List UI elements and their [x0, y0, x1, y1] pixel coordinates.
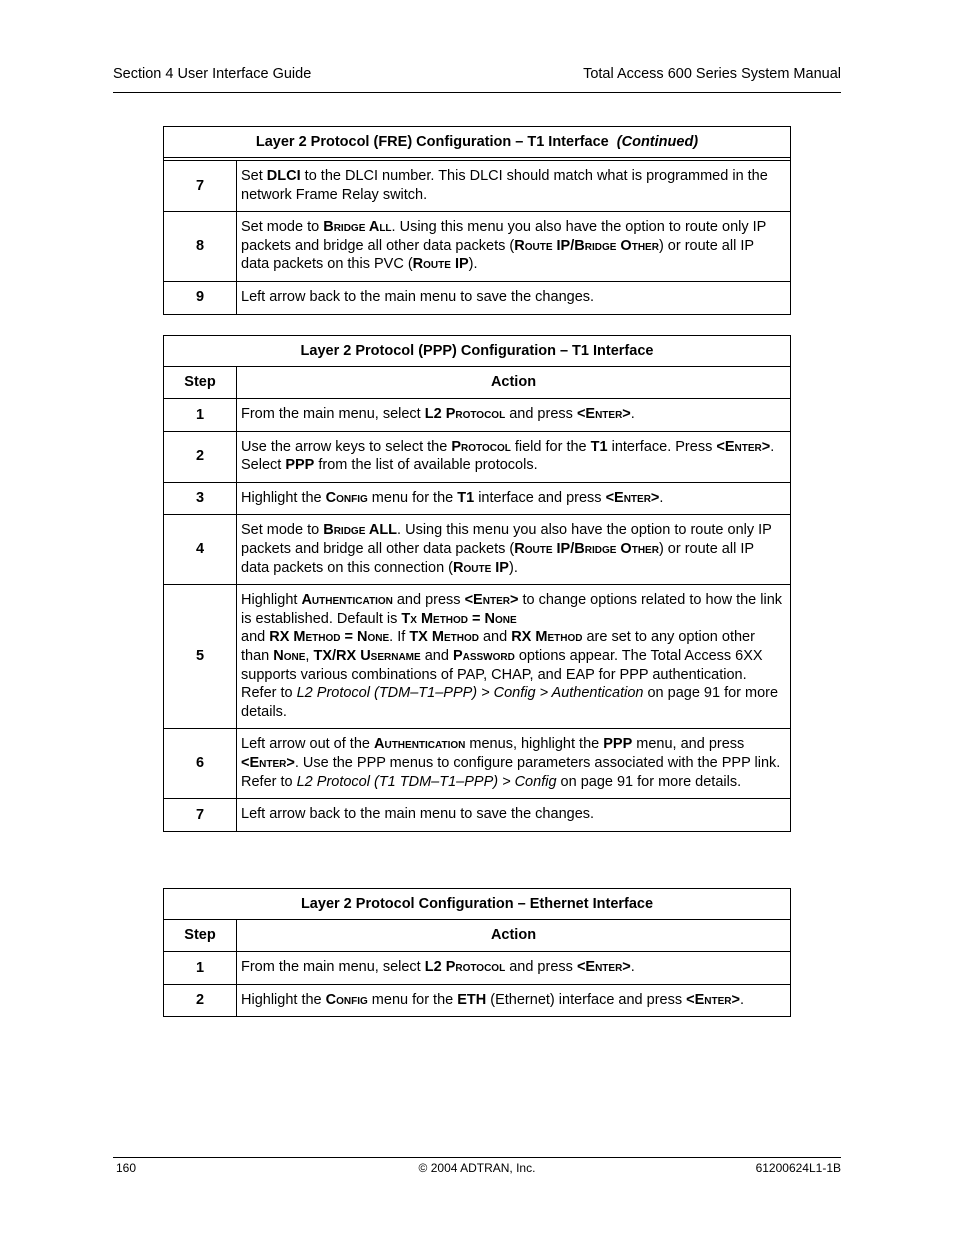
table-row — [164, 431, 791, 482]
document-id: 61200624L1-1B — [755, 1161, 841, 1175]
step-action: Highlight the Config menu for the T1 interface and press <Enter>. — [237, 482, 791, 515]
step-number: 1 — [164, 399, 237, 432]
step-number: 4 — [164, 515, 237, 585]
step-number: 2 — [164, 984, 237, 1017]
ppp-config-table — [163, 335, 791, 832]
step-action: Left arrow back to the main menu to save the changes. — [237, 799, 791, 832]
step-number: 6 — [164, 729, 237, 799]
footer-rule — [113, 1157, 841, 1158]
action-column-header: Action — [237, 367, 791, 399]
step-action: Left arrow back to the main menu to save the changes. — [237, 281, 791, 314]
table-row — [164, 399, 791, 432]
running-header-manual-title: Total Access 600 Series System Manual — [583, 66, 841, 82]
table-row — [164, 952, 791, 985]
step-number: 3 — [164, 482, 237, 515]
step-number: 1 — [164, 952, 237, 985]
step-number: 2 — [164, 431, 237, 482]
table-row — [164, 984, 791, 1017]
step-action: Set mode to Bridge ALL. Using this menu you also have the option to route only IP packets and bridge all other data packets (Route IP/Bridge Other) or route all IP data packets on this connection (Route IP). — [237, 515, 791, 585]
continued-label: (Continued) — [616, 133, 699, 150]
step-action: From the main menu, select L2 Protocol and press <Enter>. — [237, 399, 791, 432]
step-column-header: Step — [164, 367, 237, 399]
step-action: Highlight the Config menu for the ETH (Ethernet) interface and press <Enter>. — [237, 984, 791, 1017]
copyright: © 2004 ADTRAN, Inc. — [418, 1161, 536, 1175]
step-action: From the main menu, select L2 Protocol and press <Enter>. — [237, 952, 791, 985]
table-row — [164, 212, 791, 282]
table-row — [164, 515, 791, 585]
fre-table-title: Layer 2 Protocol (FRE) Configuration – T1 Interface (Continued) — [164, 127, 791, 158]
running-header-section: Section 4 User Interface Guide — [113, 66, 312, 82]
fre-table-body — [164, 161, 791, 315]
step-number: 7 — [164, 799, 237, 832]
step-action: Use the arrow keys to select the Protocol field for the T1 interface. Press <Enter>. Select PPP from the list of available protocols. — [237, 431, 791, 482]
ppp-table-title: Layer 2 Protocol (PPP) Configuration – T1 Interface — [164, 336, 791, 367]
step-column-header: Step — [164, 920, 237, 952]
step-number: 5 — [164, 585, 237, 729]
action-column-header: Action — [237, 920, 791, 952]
step-action: Left arrow out of the Authentication menus, highlight the PPP menu, and press <Enter>. Use the PPP menus to configure parameters associated with the PPP link. Refer to L2 Protocol (T1 TDM–T1–PPP) > Config on page 91 for more details. — [237, 729, 791, 799]
ethernet-config-table — [163, 888, 791, 1017]
table-row — [164, 281, 791, 314]
step-number: 7 — [164, 161, 237, 212]
step-action: Set mode to Bridge All. Using this menu you also have the option to route only IP packets and bridge all other data packets (Route IP/Bridge Other) or route all IP data packets on this PVC (Route IP). — [237, 212, 791, 282]
table-row — [164, 161, 791, 212]
step-number: 9 — [164, 281, 237, 314]
step-action: Set DLCI to the DLCI number. This DLCI should match what is programmed in the network Frame Relay switch. — [237, 161, 791, 212]
step-number: 8 — [164, 212, 237, 282]
ethernet-table-title: Layer 2 Protocol Configuration – Ethernet Interface — [164, 889, 791, 920]
step-action: Highlight Authentication and press <Enter> to change options related to how the link is established. Default is Tx Method = None and RX Method = None. If TX Method and RX Method are set to any option other than None, TX/RX Username and Password options appear. The Total Access 6XX supports various combinations of PAP, CHAP, and EAP for PPP authentication. Refer to L2 Protocol (TDM–T1–PPP) > Config > Authentication on page 91 for more details. — [237, 585, 791, 729]
header-rule — [113, 92, 841, 93]
table-row — [164, 729, 791, 799]
fre-config-table — [163, 126, 791, 315]
ppp-table-body — [164, 399, 791, 832]
ethernet-table-body — [164, 952, 791, 1017]
table-row — [164, 799, 791, 832]
table-row — [164, 482, 791, 515]
table-row — [164, 585, 791, 729]
page-number: 160 — [116, 1161, 137, 1175]
